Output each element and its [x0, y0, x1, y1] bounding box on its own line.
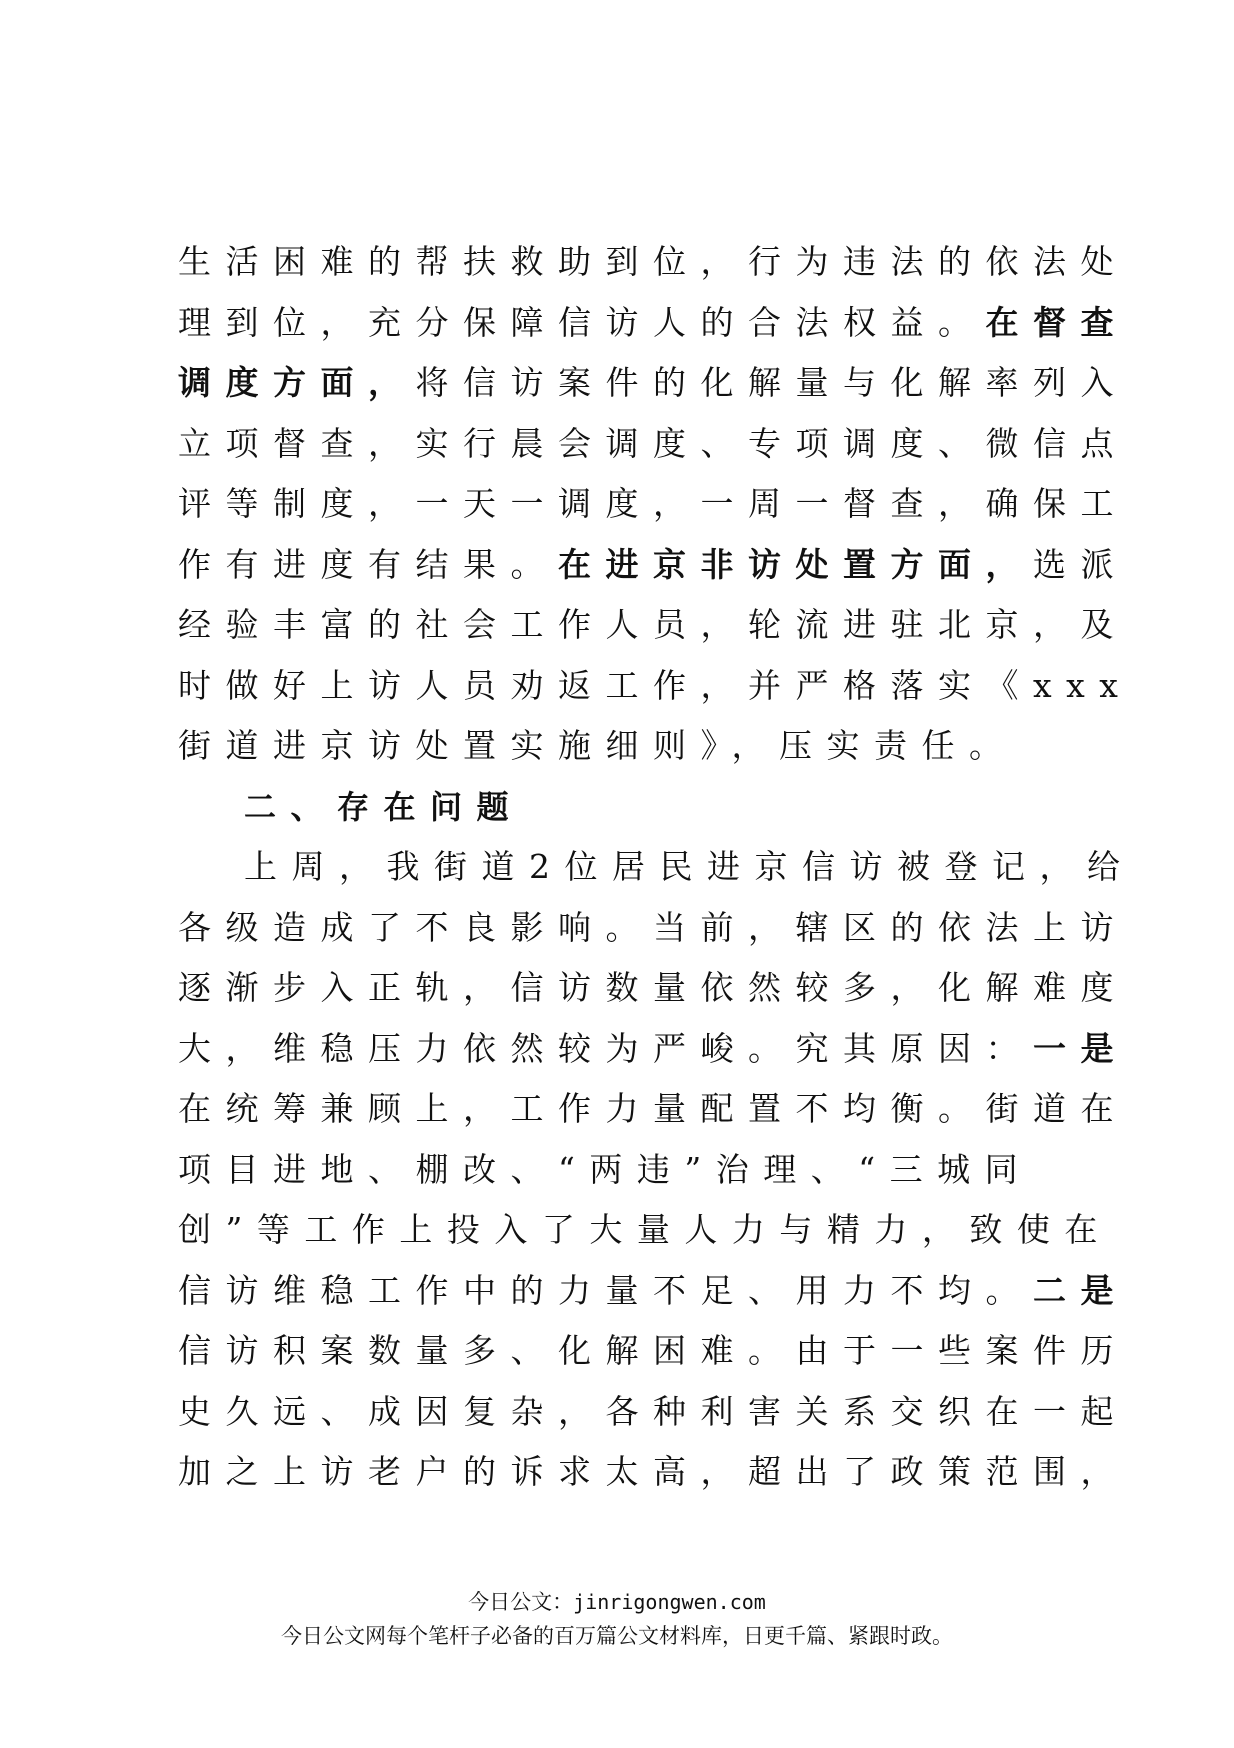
text-line — [178, 656, 1133, 717]
section-heading: 二、存在问题 — [244, 787, 524, 826]
text-segment: 信访维稳工作中的力量不足、用力不均。 — [178, 1270, 1033, 1310]
text-line — [178, 535, 1128, 596]
text-segment: 逐渐步入正轨，信访数量依然较多，化解难度 — [178, 968, 1128, 1007]
text-segment: 评等制度，一天一调度，一周一督查，确保工 — [178, 484, 1128, 523]
text-segment: 选派 — [1033, 544, 1128, 584]
footer-slogan: 今日公文网每个笔杆子必备的百万篇公文材料库，日更千篇、紧跟时政。 — [281, 1624, 953, 1648]
text-segment: 创”等工作上投入了大量人力与精力，致使在 — [178, 1210, 1112, 1249]
text-line — [178, 1442, 1128, 1503]
bold-text-segment: 一是 — [1033, 1028, 1128, 1068]
bold-text-segment: 在进京非访处置方面， — [558, 544, 1033, 584]
text-line — [178, 474, 1128, 535]
text-line — [178, 1200, 1112, 1261]
text-line — [178, 1382, 1128, 1443]
text-line — [178, 232, 1128, 293]
text-segment: 加之上访老户的诉求太高，超出了政策范围， — [178, 1452, 1128, 1491]
text-segment: 立项督查，实行晨会调度、专项调度、微信点 — [178, 423, 1128, 463]
text-segment: 作有进度有结果。 — [178, 544, 558, 584]
text-line — [178, 1019, 1128, 1080]
text-segment: 项目进地、棚改、“两违”治理、“三城同 — [178, 1149, 1033, 1189]
document-body — [178, 232, 1135, 1503]
text-line — [178, 1261, 1128, 1322]
text-segment: 大，维稳压力依然较为严峻。究其原因： — [178, 1028, 1033, 1068]
text-line — [178, 1140, 1058, 1201]
paragraph-measures — [178, 232, 1133, 777]
text-segment: 街道进京访处置实施细则》，压实责任。 — [178, 726, 1017, 765]
bold-text-segment: 二是 — [1033, 1270, 1128, 1310]
text-segment: 信访积案数量多、化解困难。由于一些案件历 — [178, 1331, 1128, 1370]
text-line — [178, 293, 1128, 354]
text-segment: 各级造成了不良影响。当前，辖区的依法上访 — [178, 907, 1128, 947]
text-line — [178, 1321, 1128, 1382]
footer-site-url[interactable]: jinrigongwen.com — [573, 1590, 766, 1614]
footer-site — [0, 1586, 1234, 1616]
text-segment: 在统筹兼顾上，工作力量配置不均衡。街道在 — [178, 1089, 1128, 1128]
text-line — [178, 837, 1135, 898]
text-segment: 史久远、成因复杂，各种利害关系交织在一起 — [178, 1391, 1128, 1431]
text-segment: 理到位，充分保障信访人的合法权益。 — [178, 302, 986, 342]
text-segment: 将信访案件的化解量与化解率列入 — [415, 363, 1128, 402]
text-line — [178, 958, 1128, 1019]
footer-site-label: 今日公文： — [468, 1590, 574, 1614]
paragraph-problems — [178, 837, 1135, 1503]
bold-text-segment: 调度方面， — [178, 363, 416, 402]
bold-text-segment: 在督查 — [985, 302, 1128, 342]
text-line — [178, 595, 1128, 656]
text-line — [178, 898, 1128, 959]
text-line — [178, 353, 1128, 414]
text-segment: 生活困难的帮扶救助到位，行为违法的依法处 — [178, 242, 1128, 281]
text-line — [178, 414, 1128, 475]
text-segment: 经验丰富的社会工作人员，轮流进驻北京，及 — [178, 605, 1128, 644]
text-segment: 时做好上访人员劝返工作，并严格落实《xxx — [178, 665, 1133, 705]
text-line — [178, 716, 1058, 777]
text-segment: 上周，我街道2位居民进京信访被登记，给 — [244, 847, 1135, 886]
text-line — [178, 1079, 1128, 1140]
